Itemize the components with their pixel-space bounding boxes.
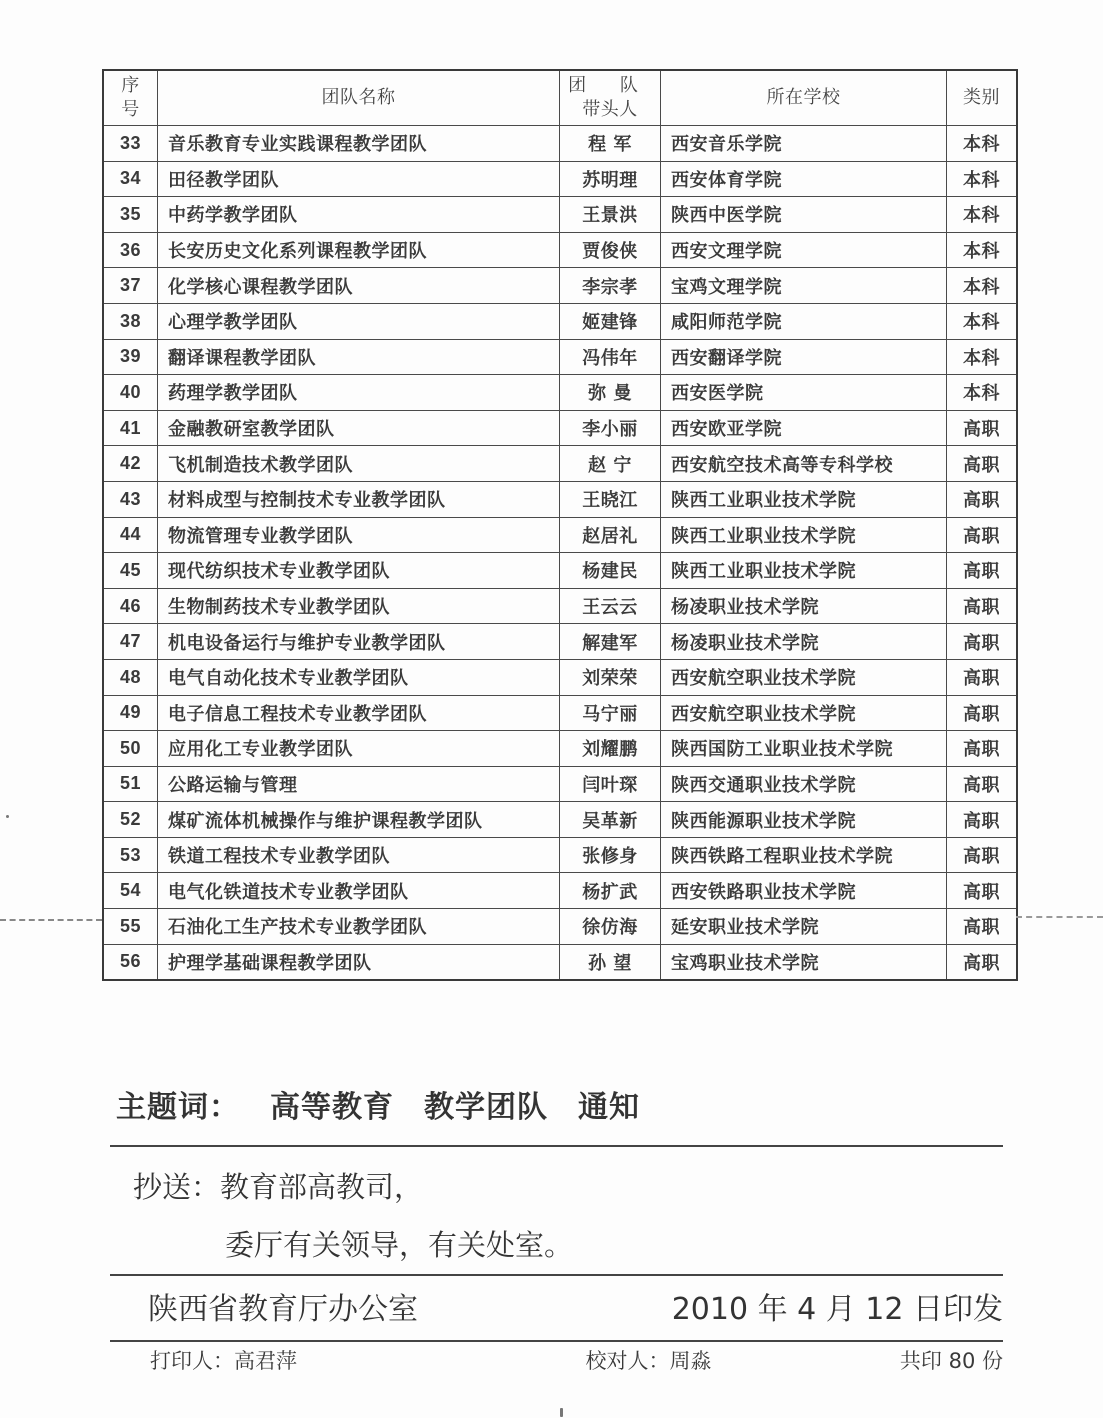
category-cell: 本科 — [947, 197, 1018, 233]
header-school: 所在学校 — [661, 70, 947, 126]
school-cell: 宝鸡文理学院 — [661, 268, 947, 304]
subject-keyword: 高等教育 — [270, 1090, 394, 1125]
team-name-cell: 机电设备运行与维护专业教学团队 — [158, 624, 560, 660]
team-name-cell: 电子信息工程技术专业教学团队 — [158, 695, 560, 731]
category-cell: 本科 — [947, 126, 1018, 162]
serial-number-cell: 51 — [103, 766, 158, 802]
table-row — [103, 197, 1017, 233]
serial-number-cell: 35 — [103, 197, 158, 233]
issuer-row — [148, 1284, 1003, 1328]
category-cell: 本科 — [947, 232, 1018, 268]
team-name-cell: 煤矿流体机械操作与维护课程教学团队 — [158, 802, 560, 838]
header-team-leader — [560, 70, 661, 126]
team-leader-cell: 弥 曼 — [560, 375, 661, 411]
issuing-office: 陕西省教育厅办公室 — [148, 1292, 418, 1327]
team-name-cell: 音乐教育专业实践课程教学团队 — [158, 126, 560, 162]
category-cell: 高职 — [947, 410, 1018, 446]
table-row — [103, 873, 1017, 909]
table-row — [103, 303, 1017, 339]
issue-date: 2010 年 4 月 12 日印发 — [671, 1292, 1003, 1327]
table-header-row — [103, 70, 1017, 126]
team-leader-cell: 李小丽 — [560, 410, 661, 446]
team-name-cell: 电气化铁道技术专业教学团队 — [158, 873, 560, 909]
team-leader-cell: 闫叶琛 — [560, 766, 661, 802]
table-row — [103, 802, 1017, 838]
table-row — [103, 837, 1017, 873]
serial-number-cell: 38 — [103, 303, 158, 339]
table-row — [103, 944, 1017, 980]
header-serial-number — [103, 70, 158, 126]
school-cell: 陕西能源职业技术学院 — [661, 802, 947, 838]
team-leader-cell: 姬建锋 — [560, 303, 661, 339]
team-name-cell: 金融教研室教学团队 — [158, 410, 560, 446]
team-leader-cell: 解建军 — [560, 624, 661, 660]
school-cell: 杨凌职业技术学院 — [661, 624, 947, 660]
subject-label: 主题词： — [116, 1090, 240, 1125]
team-leader-cell: 刘荣荣 — [560, 659, 661, 695]
school-cell: 咸阳师范学院 — [661, 303, 947, 339]
team-name-cell: 生物制药技术专业教学团队 — [158, 588, 560, 624]
table-row — [103, 624, 1017, 660]
school-cell: 西安航空职业技术学院 — [661, 695, 947, 731]
team-name-cell: 药理学教学团队 — [158, 375, 560, 411]
school-cell: 陕西交通职业技术学院 — [661, 766, 947, 802]
school-cell: 延安职业技术学院 — [661, 909, 947, 945]
table-row — [103, 909, 1017, 945]
category-cell: 本科 — [947, 375, 1018, 411]
table-row — [103, 731, 1017, 767]
table-row — [103, 481, 1017, 517]
printer-name: 打印人：高君萍 — [150, 1349, 297, 1373]
table-row — [103, 659, 1017, 695]
school-cell: 西安航空技术高等专科学校 — [661, 446, 947, 482]
school-cell: 西安体育学院 — [661, 161, 947, 197]
category-cell: 高职 — [947, 837, 1018, 873]
team-name-cell: 石油化工生产技术专业教学团队 — [158, 909, 560, 945]
school-cell: 西安翻译学院 — [661, 339, 947, 375]
team-name-cell: 中药学教学团队 — [158, 197, 560, 233]
serial-number-cell: 52 — [103, 802, 158, 838]
school-cell: 西安音乐学院 — [661, 126, 947, 162]
table-row — [103, 161, 1017, 197]
team-leader-cell: 赵居礼 — [560, 517, 661, 553]
table-row — [103, 232, 1017, 268]
table-row — [103, 766, 1017, 802]
table-row — [103, 553, 1017, 589]
table-row — [103, 588, 1017, 624]
team-leader-cell: 赵 宁 — [560, 446, 661, 482]
team-name-cell: 长安历史文化系列课程教学团队 — [158, 232, 560, 268]
teaching-team-table — [102, 69, 1018, 981]
category-cell: 高职 — [947, 944, 1018, 980]
category-cell: 高职 — [947, 766, 1018, 802]
serial-number-cell: 37 — [103, 268, 158, 304]
school-cell: 宝鸡职业技术学院 — [661, 944, 947, 980]
category-cell: 本科 — [947, 161, 1018, 197]
table-row — [103, 375, 1017, 411]
subject-keywords — [116, 1082, 640, 1126]
divider-rule — [110, 1274, 1003, 1276]
table-row — [103, 446, 1017, 482]
team-leader-cell: 吴革新 — [560, 802, 661, 838]
subject-keyword: 通知 — [578, 1090, 640, 1125]
table-row — [103, 695, 1017, 731]
category-cell: 本科 — [947, 339, 1018, 375]
serial-number-cell: 47 — [103, 624, 158, 660]
scan-speck — [6, 815, 9, 818]
school-cell: 杨凌职业技术学院 — [661, 588, 947, 624]
divider-rule — [110, 1145, 1003, 1147]
divider-rule — [110, 1340, 1003, 1342]
school-cell: 陕西工业职业技术学院 — [661, 517, 947, 553]
category-cell: 高职 — [947, 695, 1018, 731]
table-row — [103, 339, 1017, 375]
subject-keyword: 教学团队 — [424, 1090, 548, 1125]
scan-dashed-line-right — [1016, 916, 1103, 918]
serial-number-cell: 46 — [103, 588, 158, 624]
school-cell: 西安医学院 — [661, 375, 947, 411]
school-cell: 西安航空职业技术学院 — [661, 659, 947, 695]
scan-dashed-line-left — [0, 919, 102, 921]
team-leader-cell: 杨建民 — [560, 553, 661, 589]
cc-recipients — [133, 1158, 573, 1274]
team-name-cell: 铁道工程技术专业教学团队 — [158, 837, 560, 873]
category-cell: 高职 — [947, 873, 1018, 909]
team-leader-cell: 苏明理 — [560, 161, 661, 197]
serial-number-cell: 36 — [103, 232, 158, 268]
team-leader-cell: 马宁丽 — [560, 695, 661, 731]
serial-number-cell: 33 — [103, 126, 158, 162]
school-cell: 西安铁路职业技术学院 — [661, 873, 947, 909]
serial-number-cell: 53 — [103, 837, 158, 873]
header-serial-number-line2: 号 — [121, 99, 140, 120]
school-cell: 陕西工业职业技术学院 — [661, 481, 947, 517]
serial-number-cell: 34 — [103, 161, 158, 197]
team-leader-cell: 徐仿海 — [560, 909, 661, 945]
team-name-cell: 现代纺织技术专业教学团队 — [158, 553, 560, 589]
header-team-leader-line2: 带头人 — [582, 99, 638, 120]
proofreader-name: 校对人：周淼 — [585, 1349, 712, 1373]
team-name-cell: 公路运输与管理 — [158, 766, 560, 802]
team-leader-cell: 程 军 — [560, 126, 661, 162]
table-row — [103, 268, 1017, 304]
team-name-cell: 材料成型与控制技术专业教学团队 — [158, 481, 560, 517]
team-name-cell: 翻译课程教学团队 — [158, 339, 560, 375]
team-name-cell: 电气自动化技术专业教学团队 — [158, 659, 560, 695]
header-serial-number-line1: 序 — [121, 75, 140, 96]
team-leader-cell: 王晓江 — [560, 481, 661, 517]
header-team-leader-line1: 团 队 — [568, 75, 652, 96]
team-name-cell: 护理学基础课程教学团队 — [158, 944, 560, 980]
category-cell: 高职 — [947, 909, 1018, 945]
team-name-cell: 飞机制造技术教学团队 — [158, 446, 560, 482]
cc-recipient-1: 教育部高教司， — [220, 1170, 424, 1204]
team-leader-cell: 孙 望 — [560, 944, 661, 980]
category-cell: 高职 — [947, 731, 1018, 767]
table-body — [103, 126, 1017, 981]
category-cell: 高职 — [947, 446, 1018, 482]
serial-number-cell: 44 — [103, 517, 158, 553]
category-cell: 高职 — [947, 517, 1018, 553]
team-name-cell: 化学核心课程教学团队 — [158, 268, 560, 304]
serial-number-cell: 54 — [103, 873, 158, 909]
serial-number-cell: 40 — [103, 375, 158, 411]
serial-number-cell: 55 — [103, 909, 158, 945]
print-info-row — [150, 1345, 1003, 1375]
team-leader-cell: 冯伟年 — [560, 339, 661, 375]
school-cell: 陕西铁路工程职业技术学院 — [661, 837, 947, 873]
team-name-cell: 应用化工专业教学团队 — [158, 731, 560, 767]
serial-number-cell: 43 — [103, 481, 158, 517]
category-cell: 高职 — [947, 802, 1018, 838]
school-cell: 陕西中医学院 — [661, 197, 947, 233]
serial-number-cell: 48 — [103, 659, 158, 695]
table-row — [103, 126, 1017, 162]
header-category: 类别 — [947, 70, 1018, 126]
school-cell: 陕西工业职业技术学院 — [661, 553, 947, 589]
serial-number-cell: 49 — [103, 695, 158, 731]
serial-number-cell: 56 — [103, 944, 158, 980]
team-name-cell: 心理学教学团队 — [158, 303, 560, 339]
cc-line-1 — [133, 1158, 573, 1216]
category-cell: 高职 — [947, 624, 1018, 660]
school-cell: 西安欧亚学院 — [661, 410, 947, 446]
school-cell: 西安文理学院 — [661, 232, 947, 268]
category-cell: 本科 — [947, 268, 1018, 304]
serial-number-cell: 42 — [103, 446, 158, 482]
table-row — [103, 410, 1017, 446]
category-cell: 高职 — [947, 588, 1018, 624]
team-leader-cell: 张修身 — [560, 837, 661, 873]
team-leader-cell: 李宗孝 — [560, 268, 661, 304]
table-row — [103, 517, 1017, 553]
team-leader-cell: 贾俊侠 — [560, 232, 661, 268]
header-team-name: 团队名称 — [158, 70, 560, 126]
category-cell: 本科 — [947, 303, 1018, 339]
team-leader-cell: 王景洪 — [560, 197, 661, 233]
cc-label: 抄送： — [133, 1170, 221, 1204]
school-cell: 陕西国防工业职业技术学院 — [661, 731, 947, 767]
team-leader-cell: 刘耀鹏 — [560, 731, 661, 767]
team-name-cell: 田径教学团队 — [158, 161, 560, 197]
category-cell: 高职 — [947, 553, 1018, 589]
serial-number-cell: 41 — [103, 410, 158, 446]
category-cell: 高职 — [947, 481, 1018, 517]
team-name-cell: 物流管理专业教学团队 — [158, 517, 560, 553]
scan-speck — [560, 1408, 563, 1417]
cc-recipient-2: 委厅有关领导，有关处室。 — [225, 1228, 574, 1262]
serial-number-cell: 50 — [103, 731, 158, 767]
copy-count: 共印 80 份 — [899, 1349, 1003, 1373]
serial-number-cell: 39 — [103, 339, 158, 375]
team-leader-cell: 王云云 — [560, 588, 661, 624]
category-cell: 高职 — [947, 659, 1018, 695]
team-leader-cell: 杨扩武 — [560, 873, 661, 909]
serial-number-cell: 45 — [103, 553, 158, 589]
